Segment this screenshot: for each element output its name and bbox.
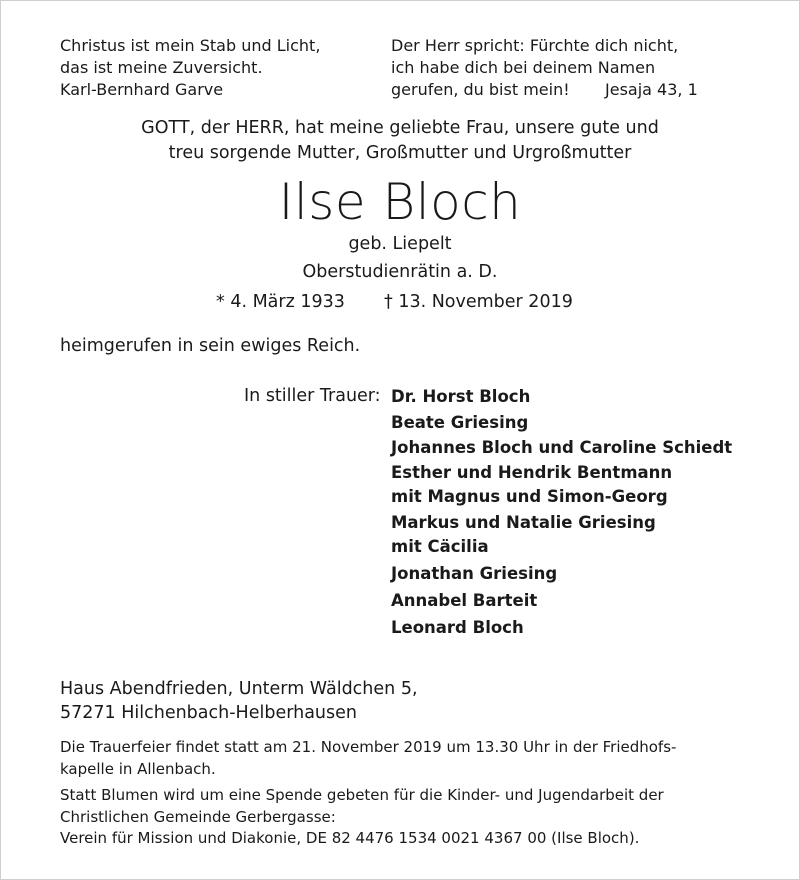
verse-left-line: Christus ist mein Stab und Licht, xyxy=(60,36,321,55)
verse-reference: Jesaja 43, 1 xyxy=(605,80,698,99)
closing-line: heimgerufen in sein ewiges Reich. xyxy=(60,336,361,356)
donation-line: Christlichen Gemeinde Gerbergasse: xyxy=(60,807,336,826)
verse-right-line: Der Herr spricht: Fürchte dich nicht, xyxy=(391,36,679,55)
funeral-info xyxy=(60,737,676,780)
donation-line: Verein für Mission und Diakonie, DE 82 4476 1534 0021 4367 00 (Ilse Bloch). xyxy=(60,829,640,847)
intro-text xyxy=(0,116,800,166)
mourners-list xyxy=(391,384,732,640)
mourner-name: Johannes Bloch und Caroline Schiedt xyxy=(391,438,733,457)
mourner-name: Dr. Horst Bloch xyxy=(391,387,531,406)
mourner-name: Leonard Bloch xyxy=(391,617,524,637)
mourner-name: Beate Griesing xyxy=(391,412,529,432)
donation-info xyxy=(60,785,664,850)
address-line: 57271 Hilchenbach-Helberhausen xyxy=(60,703,357,723)
verse-left-author: Karl-Bernhard Garve xyxy=(60,80,224,99)
verse-left xyxy=(60,35,320,101)
maiden-name: geb. Liepelt xyxy=(348,234,452,254)
mourner-name: Esther und Hendrik Bentmann xyxy=(391,462,673,482)
intro-line: treu sorgende Mutter, Großmutter und Urgroßmutter xyxy=(168,143,632,163)
deceased-name: Ilse Bloch xyxy=(278,173,522,231)
mourner-name: mit Cäcilia xyxy=(391,536,489,556)
funeral-line: kapelle in Allenbach. xyxy=(60,759,216,778)
address-line: Haus Abendfrieden, Unterm Wäldchen 5, xyxy=(60,679,418,699)
donation-line: Statt Blumen wird um eine Spende gebeten für die Kinder- und Jugendarbeit der xyxy=(60,786,664,804)
death-date: † 13. November 2019 xyxy=(384,292,573,312)
verse-left-line: das ist meine Zuversicht. xyxy=(60,58,263,77)
mourning-label: In stiller Trauer: xyxy=(244,386,381,406)
deceased-title: Oberstudienrätin a. D. xyxy=(302,262,498,282)
mourner-name: Markus und Natalie Griesing xyxy=(391,512,656,532)
mourner-name: Jonathan Griesing xyxy=(391,563,558,583)
intro-line: GOTT, der HERR, hat meine geliebte Frau, unsere gute und xyxy=(141,118,659,138)
birth-date: * 4. März 1933 xyxy=(216,292,345,312)
mourner-name: mit Magnus und Simon-Georg xyxy=(391,486,668,506)
deceased-details xyxy=(0,230,800,286)
verse-right-line: ich habe dich bei deinem Namen xyxy=(391,58,656,77)
verse-right-text: gerufen, du bist mein! xyxy=(391,80,570,99)
mourner-name: Annabel Barteit xyxy=(391,590,538,610)
funeral-line: Die Trauerfeier findet statt am 21. November 2019 um 13.30 Uhr in der Friedhofs- xyxy=(60,738,677,756)
address xyxy=(60,677,418,725)
